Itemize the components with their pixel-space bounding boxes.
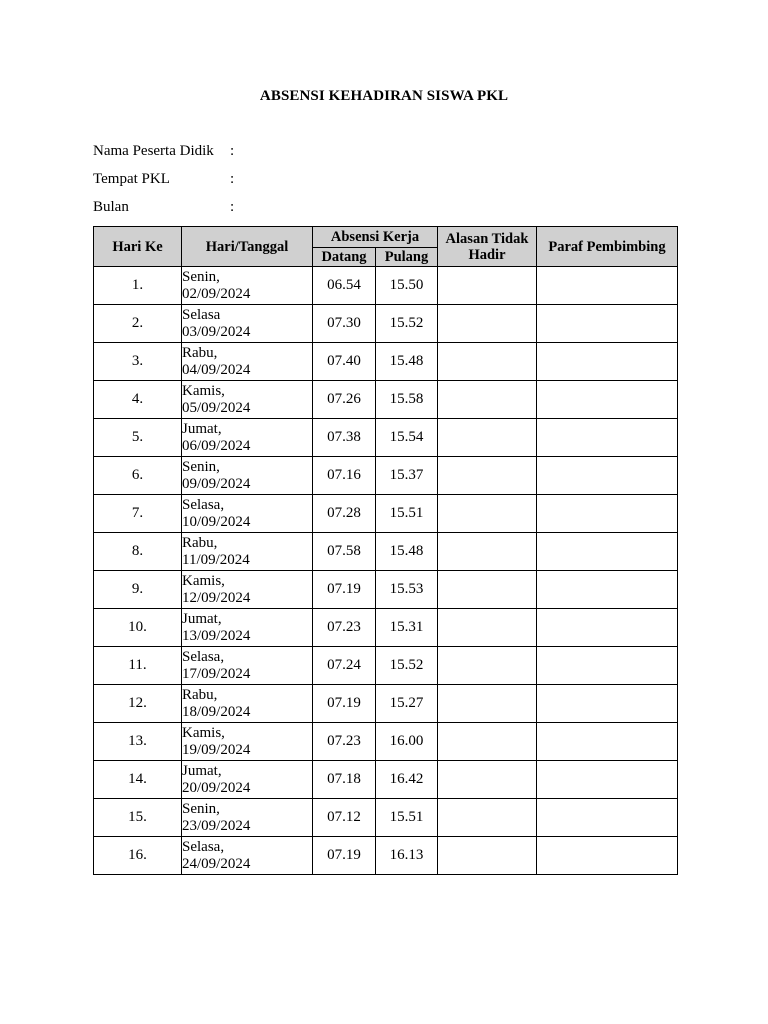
signature-cell — [537, 267, 678, 305]
day-number-cell: 12. — [94, 685, 182, 723]
date-value: 13/09/2024 — [182, 627, 251, 644]
leave-time-cell: 15.51 — [376, 799, 438, 837]
leave-time-cell: 15.37 — [376, 457, 438, 495]
header-arrive: Datang — [313, 248, 376, 267]
pkl-place-row — [93, 171, 234, 188]
header-attendance: Absensi Kerja — [313, 227, 438, 248]
date-value: 03/09/2024 — [182, 323, 251, 340]
day-number-cell: 6. — [94, 457, 182, 495]
arrive-time-cell: 07.19 — [313, 837, 376, 875]
absence-reason-cell — [438, 343, 537, 381]
arrive-time-cell: 06.54 — [313, 267, 376, 305]
date-value: 06/09/2024 — [182, 437, 251, 454]
arrive-time-cell: 07.18 — [313, 761, 376, 799]
date-value: 18/09/2024 — [182, 703, 251, 720]
signature-cell — [537, 609, 678, 647]
student-name-label: Nama Peserta Didik — [93, 143, 214, 159]
arrive-time-cell: 07.23 — [313, 723, 376, 761]
leave-time-cell: 15.51 — [376, 495, 438, 533]
date-value: 11/09/2024 — [182, 551, 250, 568]
absence-reason-cell — [438, 723, 537, 761]
table-row — [94, 533, 678, 571]
table-row — [94, 457, 678, 495]
signature-cell — [537, 419, 678, 457]
absence-reason-cell — [438, 305, 537, 343]
day-date-cell — [182, 609, 313, 647]
arrive-time-cell: 07.28 — [313, 495, 376, 533]
table-row — [94, 647, 678, 685]
signature-cell — [537, 343, 678, 381]
absence-reason-cell — [438, 267, 537, 305]
arrive-time-cell: 07.19 — [313, 685, 376, 723]
arrive-time-cell: 07.24 — [313, 647, 376, 685]
day-number-cell: 15. — [94, 799, 182, 837]
signature-cell — [537, 837, 678, 875]
day-date-cell — [182, 685, 313, 723]
table-row — [94, 495, 678, 533]
day-date-cell — [182, 457, 313, 495]
table-row — [94, 343, 678, 381]
day-number-cell: 11. — [94, 647, 182, 685]
arrive-time-cell: 07.38 — [313, 419, 376, 457]
table-row — [94, 837, 678, 875]
student-name-row — [93, 143, 234, 160]
signature-cell — [537, 723, 678, 761]
table-row — [94, 761, 678, 799]
date-value: 04/09/2024 — [182, 361, 251, 378]
absence-reason-cell — [438, 533, 537, 571]
table-row — [94, 419, 678, 457]
document-title: ABSENSI KEHADIRAN SISWA PKL — [259, 88, 509, 104]
day-number-cell: 5. — [94, 419, 182, 457]
day-date-cell — [182, 495, 313, 533]
leave-time-cell: 15.53 — [376, 571, 438, 609]
date-value: 24/09/2024 — [182, 855, 251, 872]
month-label: Bulan — [93, 199, 129, 215]
day-date-cell — [182, 571, 313, 609]
date-value: 05/09/2024 — [182, 399, 251, 416]
absence-reason-cell — [438, 685, 537, 723]
day-number-cell: 13. — [94, 723, 182, 761]
signature-cell — [537, 305, 678, 343]
header-day-number: Hari Ke — [94, 227, 182, 267]
day-date-cell — [182, 799, 313, 837]
student-name-separator: : — [230, 143, 235, 159]
day-date-cell — [182, 533, 313, 571]
leave-time-cell: 15.48 — [376, 343, 438, 381]
table-row — [94, 381, 678, 419]
day-date-cell — [182, 761, 313, 799]
day-name: Rabu, — [182, 534, 218, 551]
header-leave: Pulang — [376, 248, 438, 267]
absence-reason-cell — [438, 381, 537, 419]
day-date-cell — [182, 305, 313, 343]
day-date-cell — [182, 647, 313, 685]
leave-time-cell: 15.54 — [376, 419, 438, 457]
arrive-time-cell: 07.40 — [313, 343, 376, 381]
pkl-place-label: Tempat PKL — [93, 171, 170, 187]
date-value: 23/09/2024 — [182, 817, 251, 834]
leave-time-cell: 15.52 — [376, 305, 438, 343]
table-row — [94, 305, 678, 343]
leave-time-cell: 15.48 — [376, 533, 438, 571]
absence-reason-cell — [438, 419, 537, 457]
day-name: Kamis, — [182, 382, 225, 399]
day-name: Selasa, — [182, 496, 225, 513]
date-value: 02/09/2024 — [182, 285, 251, 302]
header-supervisor-signature: Paraf Pembimbing — [537, 227, 678, 267]
leave-time-cell: 16.13 — [376, 837, 438, 875]
signature-cell — [537, 799, 678, 837]
date-value: 17/09/2024 — [182, 665, 251, 682]
date-value: 20/09/2024 — [182, 779, 251, 796]
arrive-time-cell: 07.58 — [313, 533, 376, 571]
month-row — [93, 199, 234, 216]
table-row — [94, 685, 678, 723]
date-value: 19/09/2024 — [182, 741, 251, 758]
leave-time-cell: 15.58 — [376, 381, 438, 419]
day-name: Rabu, — [182, 344, 218, 361]
day-name: Senin, — [182, 268, 220, 285]
absence-reason-cell — [438, 495, 537, 533]
day-number-cell: 4. — [94, 381, 182, 419]
day-name: Kamis, — [182, 572, 225, 589]
absence-reason-cell — [438, 799, 537, 837]
absence-reason-cell — [438, 571, 537, 609]
absence-reason-cell — [438, 837, 537, 875]
day-date-cell — [182, 343, 313, 381]
day-date-cell — [182, 837, 313, 875]
header-day-date: Hari/Tanggal — [182, 227, 313, 267]
day-number-cell: 9. — [94, 571, 182, 609]
day-name: Senin, — [182, 458, 220, 475]
signature-cell — [537, 495, 678, 533]
table-row — [94, 267, 678, 305]
day-name: Senin, — [182, 800, 220, 817]
arrive-time-cell: 07.23 — [313, 609, 376, 647]
signature-cell — [537, 761, 678, 799]
day-date-cell — [182, 723, 313, 761]
signature-cell — [537, 647, 678, 685]
leave-time-cell: 15.27 — [376, 685, 438, 723]
day-name: Jumat, — [182, 420, 222, 437]
table-row — [94, 723, 678, 761]
arrive-time-cell: 07.26 — [313, 381, 376, 419]
arrive-time-cell: 07.16 — [313, 457, 376, 495]
arrive-time-cell: 07.30 — [313, 305, 376, 343]
day-number-cell: 16. — [94, 837, 182, 875]
header-absence-reason: Alasan Tidak Hadir — [438, 227, 537, 267]
absence-reason-cell — [438, 647, 537, 685]
date-value: 10/09/2024 — [182, 513, 251, 530]
date-value: 09/09/2024 — [182, 475, 251, 492]
signature-cell — [537, 571, 678, 609]
day-number-cell: 8. — [94, 533, 182, 571]
day-date-cell — [182, 267, 313, 305]
leave-time-cell: 16.42 — [376, 761, 438, 799]
signature-cell — [537, 381, 678, 419]
day-number-cell: 7. — [94, 495, 182, 533]
month-separator: : — [230, 199, 235, 215]
signature-cell — [537, 533, 678, 571]
signature-cell — [537, 457, 678, 495]
absence-reason-cell — [438, 609, 537, 647]
table-row — [94, 609, 678, 647]
day-date-cell — [182, 419, 313, 457]
leave-time-cell: 15.31 — [376, 609, 438, 647]
date-value: 12/09/2024 — [182, 589, 251, 606]
pkl-place-separator: : — [230, 171, 235, 187]
day-name: Kamis, — [182, 724, 225, 741]
day-name: Jumat, — [182, 610, 222, 627]
table-row — [94, 571, 678, 609]
day-name: Rabu, — [182, 686, 218, 703]
day-date-cell — [182, 381, 313, 419]
attendance-body — [94, 267, 678, 875]
day-name: Selasa — [182, 306, 221, 323]
day-name: Selasa, — [182, 648, 225, 665]
day-number-cell: 2. — [94, 305, 182, 343]
day-name: Jumat, — [182, 762, 222, 779]
arrive-time-cell: 07.12 — [313, 799, 376, 837]
day-number-cell: 1. — [94, 267, 182, 305]
leave-time-cell: 15.50 — [376, 267, 438, 305]
arrive-time-cell: 07.19 — [313, 571, 376, 609]
day-number-cell: 14. — [94, 761, 182, 799]
absence-reason-cell — [438, 761, 537, 799]
absence-reason-cell — [438, 457, 537, 495]
day-number-cell: 10. — [94, 609, 182, 647]
day-name: Selasa, — [182, 838, 225, 855]
table-row — [94, 799, 678, 837]
signature-cell — [537, 685, 678, 723]
day-number-cell: 3. — [94, 343, 182, 381]
attendance-table — [93, 226, 678, 875]
leave-time-cell: 15.52 — [376, 647, 438, 685]
leave-time-cell: 16.00 — [376, 723, 438, 761]
